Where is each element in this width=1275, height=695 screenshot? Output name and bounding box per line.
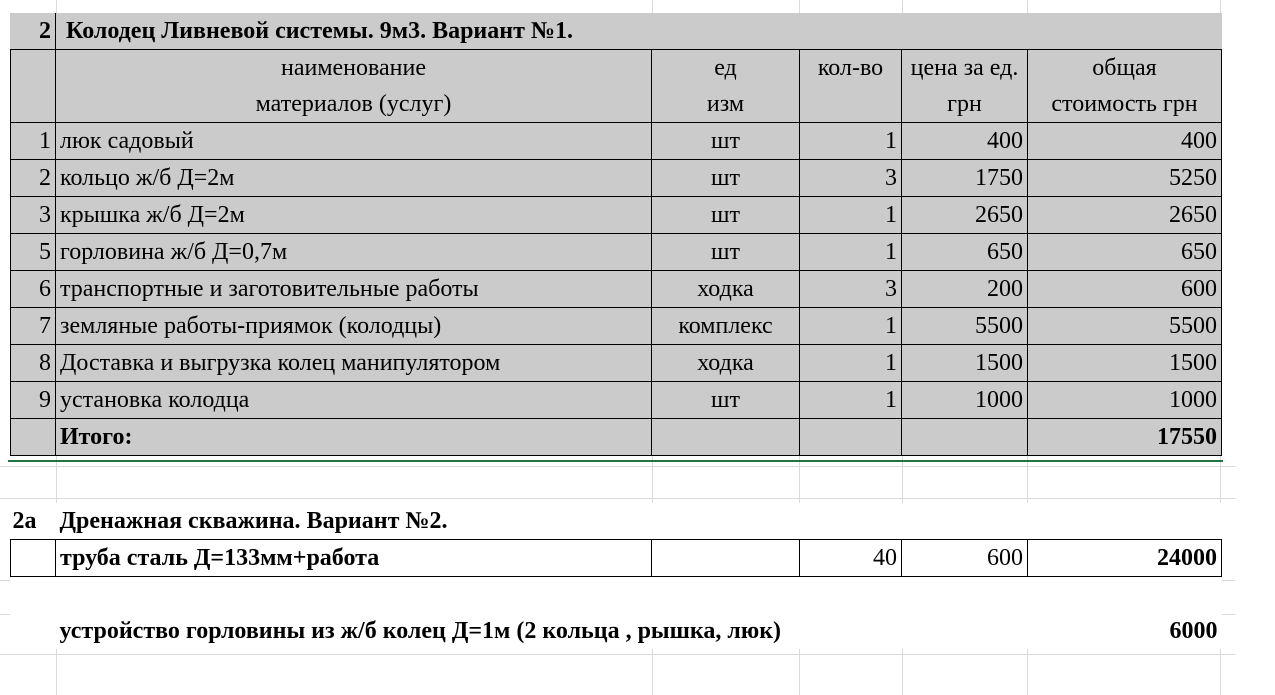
header-row-2 <box>11 86 1222 123</box>
item-name[interactable]: земляные работы-приямок (колодцы) <box>56 308 652 345</box>
item-unit[interactable]: шт <box>652 234 800 271</box>
item-name[interactable]: Доставка и выгрузка колец манипулятором <box>56 345 652 382</box>
header-unit-2[interactable]: изм <box>652 86 800 123</box>
item-price[interactable]: 5500 <box>902 308 1028 345</box>
header-total-2[interactable]: стоимость грн <box>1028 86 1222 123</box>
item-name[interactable]: установка колодца <box>56 382 652 419</box>
grid-line <box>0 498 1235 499</box>
table-row <box>11 382 1222 419</box>
row-number[interactable]: 8 <box>11 345 56 382</box>
item-price[interactable]: 2650 <box>902 197 1028 234</box>
table-row <box>11 234 1222 271</box>
item-unit[interactable]: шт <box>652 123 800 160</box>
header-cell[interactable] <box>11 50 56 87</box>
item-qty[interactable]: 3 <box>800 271 902 308</box>
item-qty[interactable]: 1 <box>800 123 902 160</box>
item-qty[interactable]: 40 <box>800 540 902 577</box>
item-price[interactable]: 1500 <box>902 345 1028 382</box>
item-total[interactable]: 5250 <box>1028 160 1222 197</box>
header-qty[interactable]: кол-во <box>800 50 902 87</box>
empty-cell[interactable] <box>11 577 1222 614</box>
item-total[interactable]: 650 <box>1028 234 1222 271</box>
item-unit[interactable]: шт <box>652 160 800 197</box>
row-number[interactable]: 3 <box>11 197 56 234</box>
item-name[interactable]: люк садовый <box>56 123 652 160</box>
header-row-1 <box>11 50 1222 87</box>
item-total[interactable]: 2650 <box>1028 197 1222 234</box>
table-row <box>11 540 1222 577</box>
item-qty[interactable]: 1 <box>800 382 902 419</box>
row-number[interactable] <box>11 540 56 577</box>
section-number[interactable]: 2а <box>12 508 37 534</box>
item-price[interactable]: 650 <box>902 234 1028 271</box>
item-name[interactable]: транспортные и заготовительные работы <box>56 271 652 308</box>
header-name-2[interactable]: материалов (услуг) <box>56 86 652 123</box>
item-total[interactable]: 5500 <box>1028 308 1222 345</box>
item-qty[interactable]: 1 <box>800 234 902 271</box>
table-row <box>11 197 1222 234</box>
item-price[interactable]: 600 <box>902 540 1028 577</box>
item-total[interactable]: 400 <box>1028 123 1222 160</box>
row-number[interactable] <box>11 613 56 649</box>
table-row <box>11 345 1222 382</box>
item-total[interactable]: 600 <box>1028 271 1222 308</box>
estimate-table-variant-2 <box>10 503 1222 649</box>
item-name[interactable]: кольцо ж/б Д=2м <box>56 160 652 197</box>
item-price[interactable]: 1750 <box>902 160 1028 197</box>
item-unit[interactable]: шт <box>652 382 800 419</box>
table-row <box>11 613 1222 649</box>
item-name[interactable]: горловина ж/б Д=0,7м <box>56 234 652 271</box>
item-total[interactable]: 1500 <box>1028 345 1222 382</box>
section-title-row <box>11 503 1222 540</box>
row-number[interactable]: 5 <box>11 234 56 271</box>
row-number[interactable]: 1 <box>11 123 56 160</box>
header-cell[interactable] <box>800 86 902 123</box>
header-unit[interactable]: ед <box>652 50 800 87</box>
total-row <box>11 419 1222 456</box>
row-number[interactable]: 2 <box>11 160 56 197</box>
item-qty[interactable]: 1 <box>800 197 902 234</box>
item-total[interactable]: 24000 <box>1028 540 1222 577</box>
item-unit[interactable] <box>652 540 800 577</box>
table-row <box>11 308 1222 345</box>
item-unit[interactable]: комплекс <box>652 308 800 345</box>
header-cell[interactable] <box>11 86 56 123</box>
section-title-row <box>11 13 1222 50</box>
item-name[interactable]: труба сталь Д=133мм+работа <box>56 540 652 577</box>
item-unit[interactable]: ходка <box>652 345 800 382</box>
estimate-table-variant-1 <box>10 13 1222 456</box>
item-total[interactable]: 1000 <box>1028 382 1222 419</box>
row-number[interactable]: 6 <box>11 271 56 308</box>
item-name[interactable]: устройство горловины из ж/б колец Д=1м (2 кольца , рышка, люк) <box>59 618 782 644</box>
row-number[interactable] <box>11 419 56 456</box>
total-label[interactable]: Итого: <box>56 419 652 456</box>
header-total[interactable]: общая <box>1028 50 1222 87</box>
total-value[interactable]: 17550 <box>1028 419 1222 456</box>
item-unit[interactable]: шт <box>652 197 800 234</box>
table-row <box>11 123 1222 160</box>
item-qty[interactable]: 1 <box>800 308 902 345</box>
row-number[interactable]: 9 <box>11 382 56 419</box>
table-row <box>11 271 1222 308</box>
empty-cell[interactable] <box>800 419 902 456</box>
header-price-2[interactable]: грн <box>902 86 1028 123</box>
section-title[interactable]: Колодец Ливневой системы. 9м3. Вариант №1. <box>56 13 1222 50</box>
item-unit[interactable]: ходка <box>652 271 800 308</box>
spacer-row <box>11 577 1222 614</box>
section-number[interactable]: 2 <box>11 13 56 50</box>
table-row <box>11 160 1222 197</box>
row-number[interactable]: 7 <box>11 308 56 345</box>
item-qty[interactable]: 1 <box>800 345 902 382</box>
item-price[interactable]: 200 <box>902 271 1028 308</box>
grid-line <box>0 466 1235 467</box>
header-price[interactable]: цена за ед. <box>902 50 1028 87</box>
item-name[interactable]: крышка ж/б Д=2м <box>56 197 652 234</box>
section-title[interactable]: Дренажная скважина. Вариант №2. <box>59 508 448 534</box>
item-price[interactable]: 1000 <box>902 382 1028 419</box>
empty-cell[interactable] <box>902 419 1028 456</box>
grid-line <box>0 654 1235 655</box>
item-qty[interactable]: 3 <box>800 160 902 197</box>
item-total[interactable]: 6000 <box>1169 618 1218 644</box>
selection-border <box>8 460 1223 462</box>
item-price[interactable]: 400 <box>902 123 1028 160</box>
empty-cell[interactable] <box>652 419 800 456</box>
header-name[interactable]: наименование <box>56 50 652 87</box>
